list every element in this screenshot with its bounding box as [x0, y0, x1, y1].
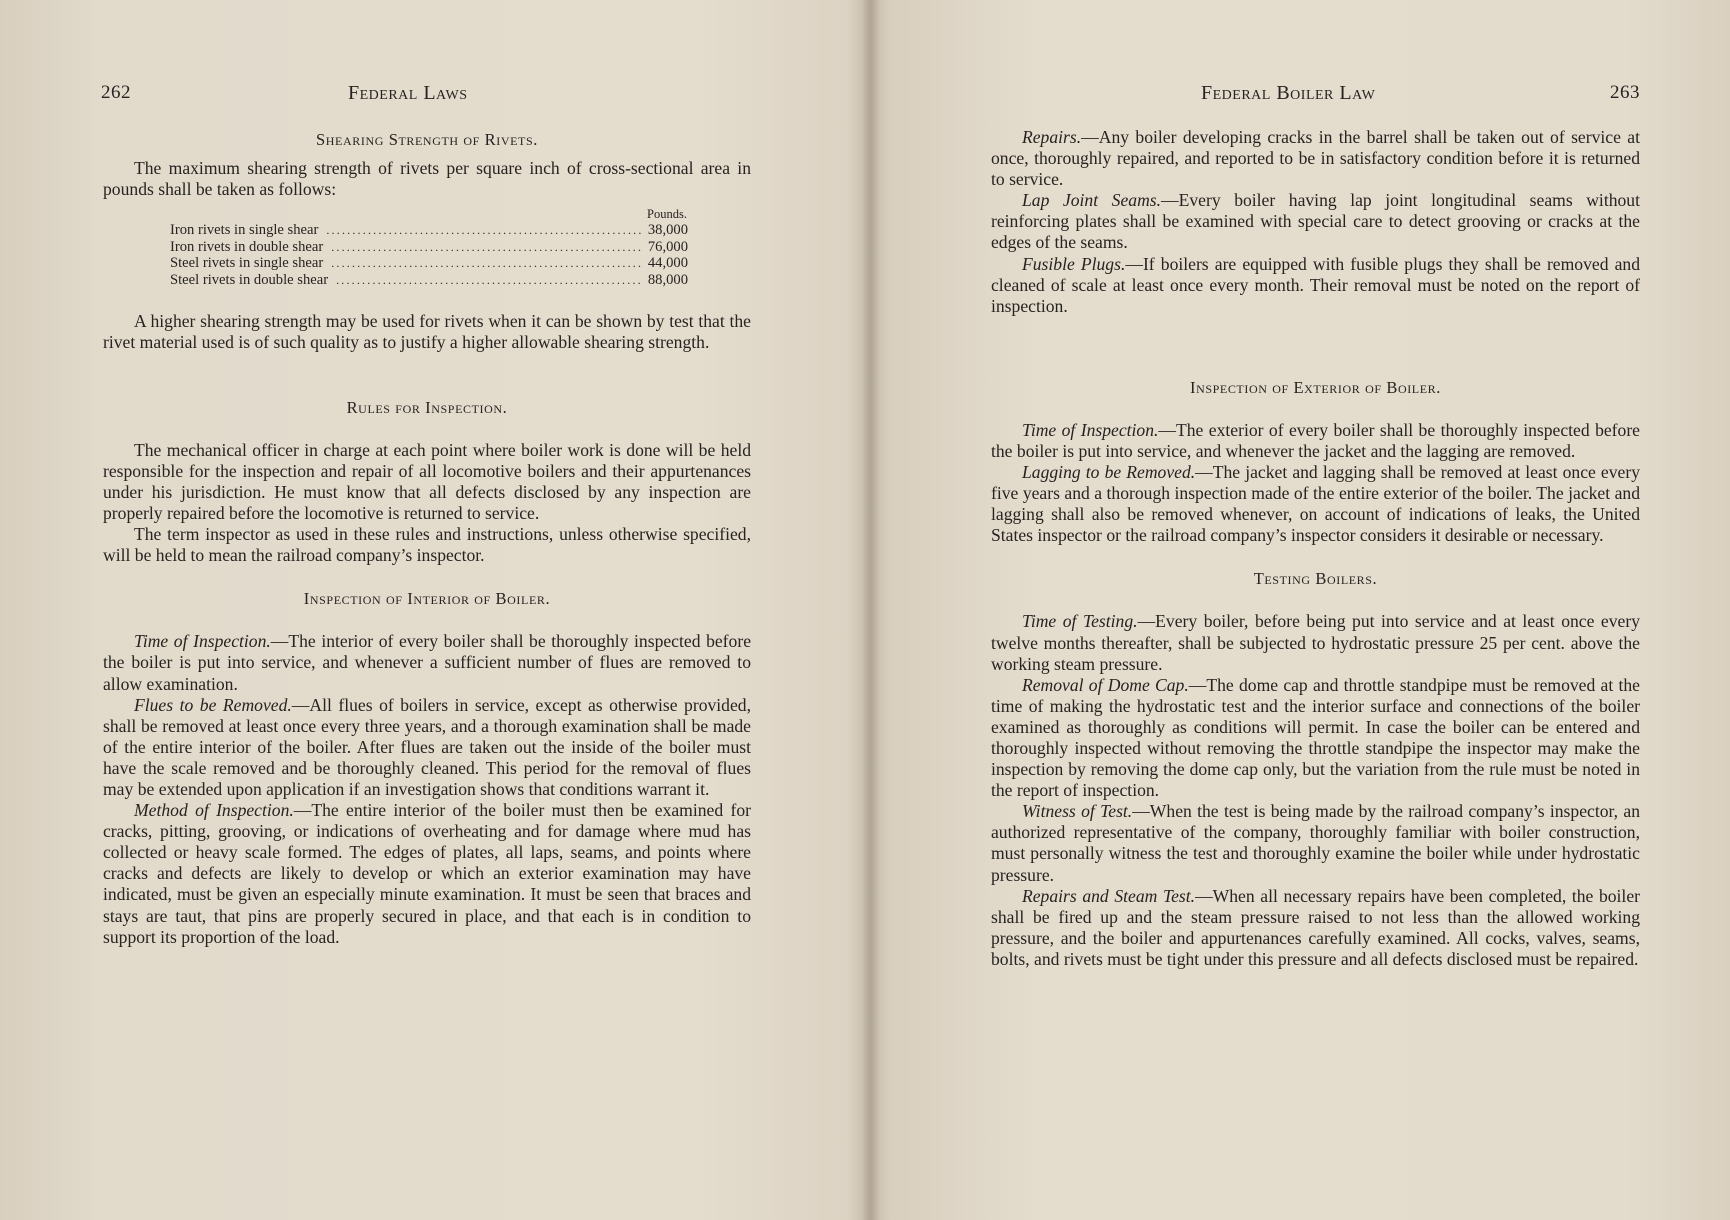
- section-heading-shearing-strength: Shearing Strength of Rivets.: [316, 130, 538, 149]
- paragraph: [991, 127, 1640, 190]
- left-page-number: 262: [101, 82, 131, 103]
- right-running-head: [991, 82, 1640, 108]
- paragraph-text: —When the test is being made by the railroad company’s inspector, an authorized representative of the company, thoroughly familiar with boiler construction, must personally witness the test and thoroughly examine the boiler while under hydrostatic pressure.: [991, 801, 1640, 885]
- paragraph: [991, 190, 1640, 253]
- paragraph: [991, 886, 1640, 970]
- paragraph: The mechanical officer in charge at each point where boiler work is done will be held responsible for the inspection and repair of all locomotive boilers and their appurtenances under his jurisdiction. He must know that all defects disclosed by any inspection are properly repaired before the locomotive is returned to service.: [103, 439, 751, 524]
- paragraph: [991, 611, 1640, 674]
- paragraph-text: —When all necessary repairs have been completed, the boiler shall be fired up and the steam pressure raised to not less than the allowed working pressure, and the boiler and appurtenances carefully examined. All cocks, valves, seams, bolts, and rivets must be tight under this pressure and all defects disclosed must be repaired.: [991, 885, 1640, 969]
- paragraph-lead: Flues to be Removed.: [134, 694, 292, 715]
- paragraph: [991, 675, 1640, 802]
- paragraph-lead: Time of Inspection.: [1022, 419, 1159, 440]
- left-page: [103, 0, 751, 1220]
- rivet-strength-table: [170, 206, 688, 288]
- row-value: 88,000: [647, 271, 688, 288]
- row-value: 38,000: [647, 222, 688, 239]
- paragraph-lead: Method of Inspection.: [134, 800, 294, 821]
- left-running-head: [103, 82, 751, 108]
- paragraph: [991, 420, 1640, 462]
- paragraph-text: —The dome cap and throttle standpipe must be removed at the time of making the hydrostatic test and the interior surface and connections of the boiler examined as thoroughly as conditions will permit. In case the boiler can be entered and thoroughly inspected without removing the throttle standpipe the inspector may make the inspection by removing the dome cap only, but the variation from the rule must be noted in the report of inspection.: [991, 674, 1640, 801]
- paragraph-lead: Repairs and Steam Test.: [1022, 885, 1196, 906]
- paragraph-lead: Witness of Test.: [1022, 801, 1133, 822]
- row-label: Steel rivets in single shear: [170, 255, 324, 272]
- paragraph: [991, 801, 1640, 885]
- paragraph-text: —The jacket and lagging shall be removed at least once every five years and a thorough inspection made of the entire exterior of the boiler. The jacket and lagging shall also be removed whenever, on account of indications of leaks, the United States inspector or the railroad company’s inspector considers it desirable or necessary.: [991, 462, 1640, 546]
- paragraph-text: —Every boiler having lap joint longitudinal seams without reinforcing plates shall be examined with special care to detect grooving or cracks at the edges of the seams.: [991, 190, 1640, 253]
- book-gutter: [862, 0, 880, 1220]
- paragraph: [103, 800, 751, 948]
- row-label: Iron rivets in double shear: [170, 238, 324, 255]
- shearing-after-paragraph: A higher shearing strength may be used for rivets when it can be shown by test that the rivet material used is of such quality as to justify a higher allowable shearing strength.: [103, 310, 751, 352]
- paragraph-lead: Removal of Dome Cap.: [1022, 674, 1189, 695]
- paragraph-text: —Every boiler, before being put into service and at least once every twelve months thereafter, shall be subjected to hydrostatic pressure 25 per cent. above the working steam pressure.: [991, 611, 1641, 674]
- table-unit-header: Pounds.: [647, 207, 687, 222]
- paragraph-text: —If boilers are equipped with fusible plugs they shall be removed and cleaned of scale at least once every month. Their removal must be noted on the report of inspection.: [991, 253, 1640, 316]
- right-running-title: Federal Boiler Law: [1201, 82, 1376, 104]
- right-page-content: [991, 127, 1640, 970]
- table-row: [170, 239, 688, 256]
- left-running-title: Federal Laws: [348, 82, 468, 104]
- table-row: [170, 222, 688, 239]
- paragraph: [103, 631, 751, 694]
- paragraph: [103, 695, 751, 800]
- table-row: [170, 255, 688, 272]
- section-heading-interior-inspection: Inspection of Interior of Boiler.: [303, 589, 551, 609]
- paragraph: [991, 462, 1640, 546]
- shearing-intro-paragraph: The maximum shearing strength of rivets per square inch of cross-sectional area in pounds shall be taken as follows:: [103, 158, 751, 200]
- right-page: [991, 0, 1640, 1220]
- paragraph: The term inspector as used in these rules and instructions, unless otherwise specified, will be held to mean the railroad company’s inspector.: [103, 524, 751, 566]
- section-heading-testing-boilers: Testing Boilers.: [1253, 569, 1378, 589]
- paragraph-lead: Repairs.: [1022, 127, 1082, 147]
- paragraph-text: —The entire interior of the boiler must then be examined for cracks, pitting, grooving, or indications of overheating and for damage where mud has collected or heavy scale formed. The edges of plates, all laps, seams, and points where cracks and defects are likely to develop or which an exterior examination may have indicated, must be given an especially minute examination. It must be seen that braces and stays are taut, that pins are properly secured in place, and that each is in condition to support its proportion of the load.: [103, 800, 751, 947]
- section-heading-rules-for-inspection: Rules for Inspection.: [346, 397, 508, 417]
- paragraph: [991, 254, 1640, 317]
- paragraph-lead: Lagging to be Removed.: [1022, 462, 1196, 483]
- left-page-content: [103, 129, 751, 948]
- row-value: 44,000: [647, 255, 688, 272]
- right-page-number: 263: [1610, 82, 1640, 103]
- paragraph-text: —All flues of boilers in service, except as otherwise provided, shall be removed at least once every three years, and a thorough examination shall be made of the entire interior of the boiler. After flues are taken out the inside of the boiler must have the scale removed and be thoroughly cleaned. This period for the removal of flues may be extended upon application if an investigation shows that conditions warrant it.: [103, 694, 751, 799]
- paragraph-lead: Time of Testing.: [1022, 611, 1138, 632]
- paragraph-lead: Time of Inspection.: [134, 631, 271, 652]
- section-heading-exterior-inspection: Inspection of Exterior of Boiler.: [1189, 377, 1441, 397]
- paragraph-text: —Any boiler developing cracks in the barrel shall be taken out of service at once, thoroughly repaired, and reported to be in satisfactory condition before it is returned to service.: [991, 127, 1640, 190]
- paragraph-lead: Fusible Plugs.: [1022, 253, 1126, 274]
- table-row: [170, 272, 688, 289]
- paragraph-text: —The interior of every boiler shall be thoroughly inspected before the boiler is put into service, and whenever a sufficient number of flues are removed to allow examination.: [103, 631, 752, 694]
- paragraph-text: —The exterior of every boiler shall be thoroughly inspected before the boiler is put into service, and whenever the jacket and the lagging are removed.: [991, 419, 1640, 461]
- row-label: Iron rivets in single shear: [170, 222, 319, 239]
- paragraph-lead: Lap Joint Seams.: [1022, 190, 1162, 211]
- row-label: Steel rivets in double shear: [170, 271, 329, 288]
- row-value: 76,000: [647, 238, 688, 255]
